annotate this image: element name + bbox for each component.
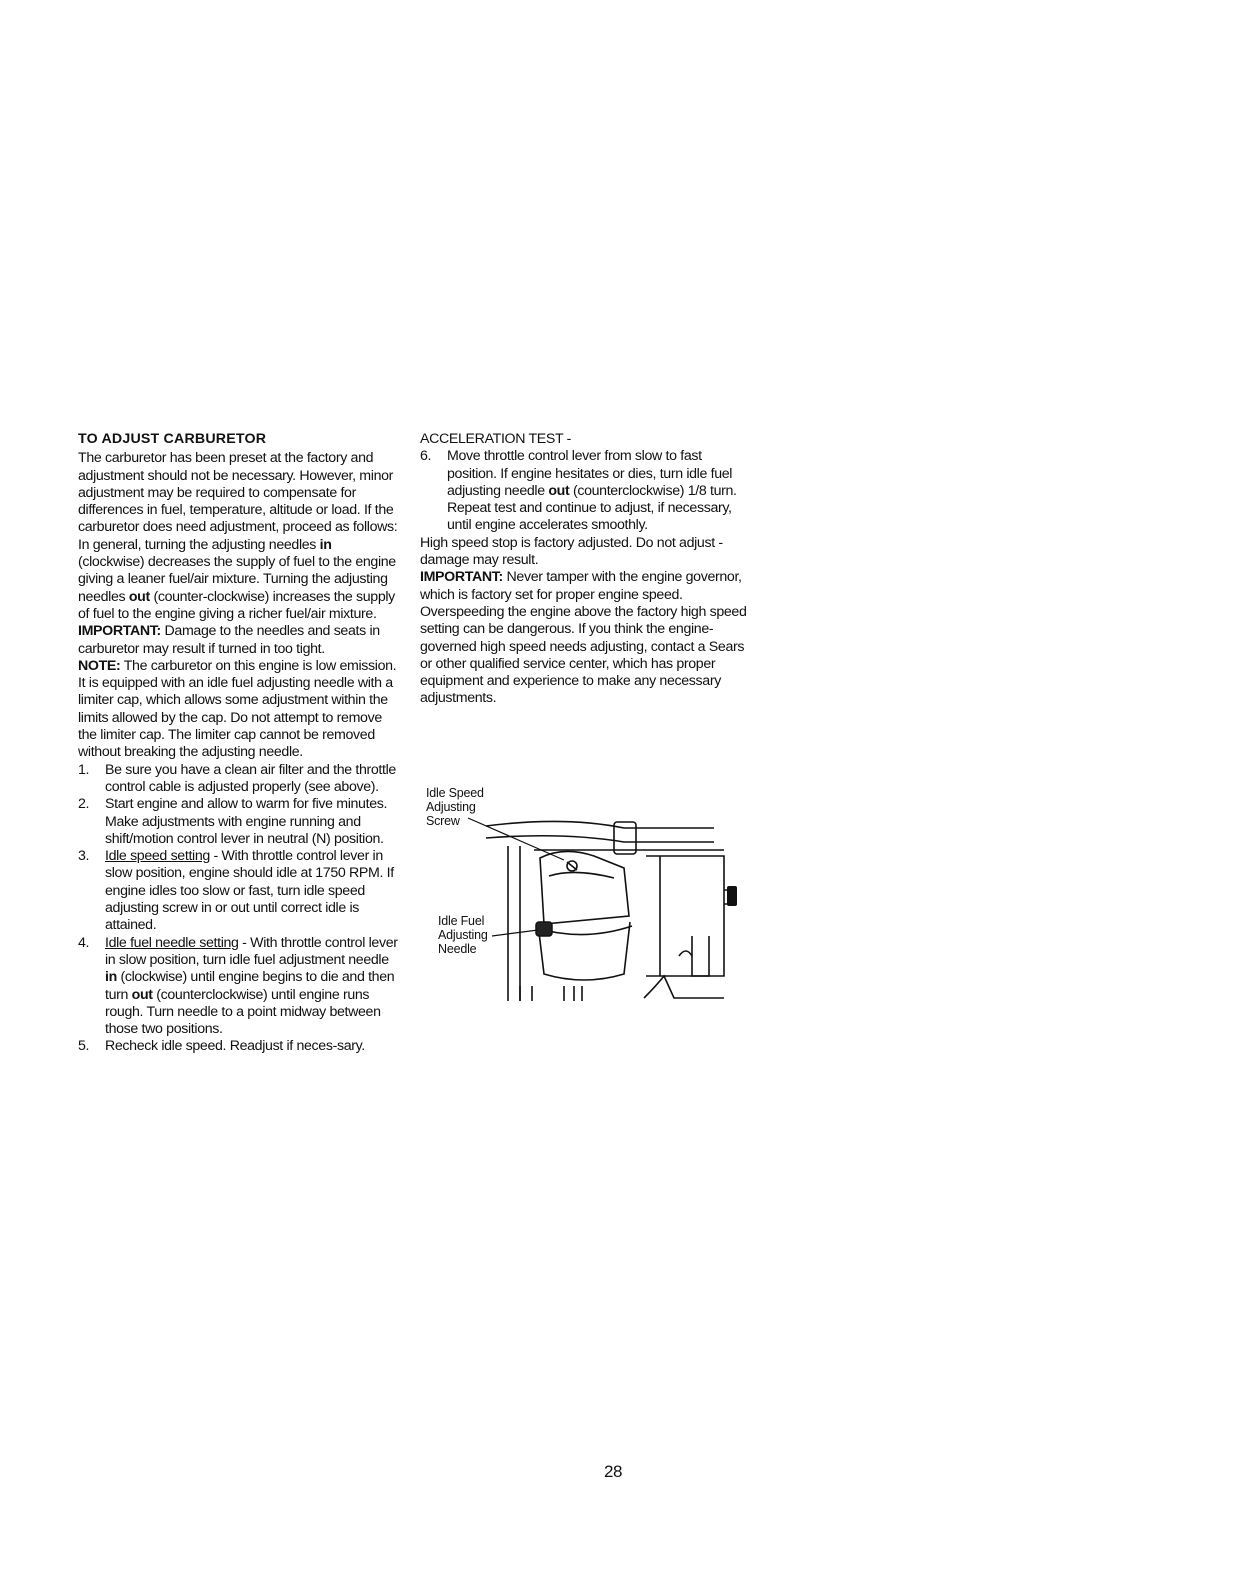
right-column bbox=[420, 431, 750, 708]
step-title: Idle speed setting bbox=[105, 848, 210, 865]
intro-paragraph: The carburetor has been preset at the factory and adjustment should not be necessary. However, minor adjustment may be required to compensate for differences in fuel, temperature, altitude or load. If the carburetor does need adjustment, proceed as follows: bbox=[78, 450, 398, 536]
important-label: IMPORTANT: bbox=[78, 623, 161, 640]
step-2 bbox=[78, 796, 400, 848]
note-label: NOTE: bbox=[78, 657, 121, 674]
note-text: The carburetor on this engine is low emission. It is equipped with an idle fuel adjusting needle with a limiter cap, which allows some adjustment within the limits allowed by the cap. Do not attempt to remove the limiter cap. The limiter cap cannot be removed without breaking the adjusting needle. bbox=[78, 657, 397, 761]
hex-nut bbox=[727, 886, 737, 906]
general-text-3: (counter-clockwise) increases the supply of fuel to the engine giving a richer fuel/air mixture. bbox=[78, 588, 395, 622]
important-paragraph bbox=[78, 623, 400, 658]
step-out: out bbox=[131, 986, 153, 1003]
step-text: Move throttle control lever from slow to fast position. If engine hesitates or dies, turn idle fuel adjusting needle bbox=[447, 448, 733, 499]
step-number: 2. bbox=[78, 796, 90, 813]
general-paragraph bbox=[78, 537, 400, 623]
acceleration-steps bbox=[420, 448, 750, 534]
adjustment-steps bbox=[78, 762, 400, 1056]
step-text: Recheck idle speed. Readjust if neces-sary. bbox=[105, 1038, 365, 1055]
acceleration-heading: ACCELERATION TEST - bbox=[420, 431, 572, 447]
general-in: in bbox=[319, 536, 332, 553]
carburetor-body bbox=[540, 851, 629, 924]
step-number: 5. bbox=[78, 1038, 90, 1055]
important-label: IMPORTANT: bbox=[420, 569, 503, 586]
idle-speed-label: Idle Speed Adjusting Screw bbox=[426, 786, 484, 828]
high-speed-paragraph: High speed stop is factory adjusted. Do not adjust - damage may result. bbox=[420, 534, 723, 569]
step-6 bbox=[420, 448, 750, 534]
step-number: 1. bbox=[78, 761, 90, 778]
note-paragraph bbox=[78, 658, 400, 762]
step-1 bbox=[78, 762, 400, 797]
idle-fuel-leader bbox=[492, 930, 538, 936]
step-text: - With throttle control lever in slow position, turn idle fuel adjustment needle bbox=[105, 934, 398, 968]
important-text: Never tamper with the engine governor, which is factory set for proper engine speed. Overspeeding the engine above the factory high speed setting can be dangerous. If you think the engine-governed high speed needs adjusting, contact a Sears or other qualified service center, which has proper equipment and experience to make any necessary adjustments. bbox=[420, 569, 747, 707]
section-heading: TO ADJUST CARBURETOR bbox=[78, 431, 267, 447]
governor-paragraph bbox=[420, 569, 750, 707]
step-in: in bbox=[105, 969, 117, 986]
step-text: (counterclockwise) until engine runs rough. Turn needle to a point midway between those two positions. bbox=[105, 986, 381, 1038]
engine-housing bbox=[646, 856, 724, 976]
step-number: 4. bbox=[78, 934, 90, 951]
carburetor-figure bbox=[424, 786, 768, 1012]
general-out: out bbox=[128, 588, 150, 605]
general-text-1: In general, turning the adjusting needles bbox=[78, 536, 320, 553]
step-text: - With throttle control lever in slow position, engine should idle at 1750 RPM. If engine idles too slow or fast, turn idle speed adjusting screw in or out until correct idle is attained. bbox=[105, 848, 394, 934]
step-number: 6. bbox=[420, 448, 432, 465]
step-3 bbox=[78, 848, 400, 934]
step-text: Start engine and allow to warm for five minutes. Make adjustments with engine running and shift/motion control lever in neutral (N) position. bbox=[105, 796, 388, 847]
step-out: out bbox=[548, 482, 570, 499]
general-text-2: (clockwise) decreases the supply of fuel to the engine giving a leaner fuel/air mixture. Turning the adjusting needles bbox=[78, 554, 396, 605]
fuel-line bbox=[486, 821, 714, 828]
left-column bbox=[78, 431, 400, 1056]
step-4 bbox=[78, 935, 400, 1039]
step-5 bbox=[78, 1038, 400, 1055]
step-number: 3. bbox=[78, 848, 90, 865]
step-text: (clockwise) until engine begins to die and then turn bbox=[105, 969, 395, 1003]
step-text: (counterclockwise) 1/8 turn. Repeat test and continue to adjust, if necessary, until engine accelerates smoothly. bbox=[447, 482, 737, 534]
idle-fuel-label: Idle Fuel Adjusting Needle bbox=[438, 914, 488, 956]
step-text: Be sure you have a clean air filter and the throttle control cable is adjusted properly (see above). bbox=[105, 761, 396, 795]
step-title: Idle fuel needle setting bbox=[105, 934, 239, 951]
page-number: 28 bbox=[604, 1462, 622, 1481]
idle-fuel-needle bbox=[536, 922, 552, 936]
important-text: Damage to the needles and seats in carburetor may result if turned in too tight. bbox=[78, 623, 380, 657]
